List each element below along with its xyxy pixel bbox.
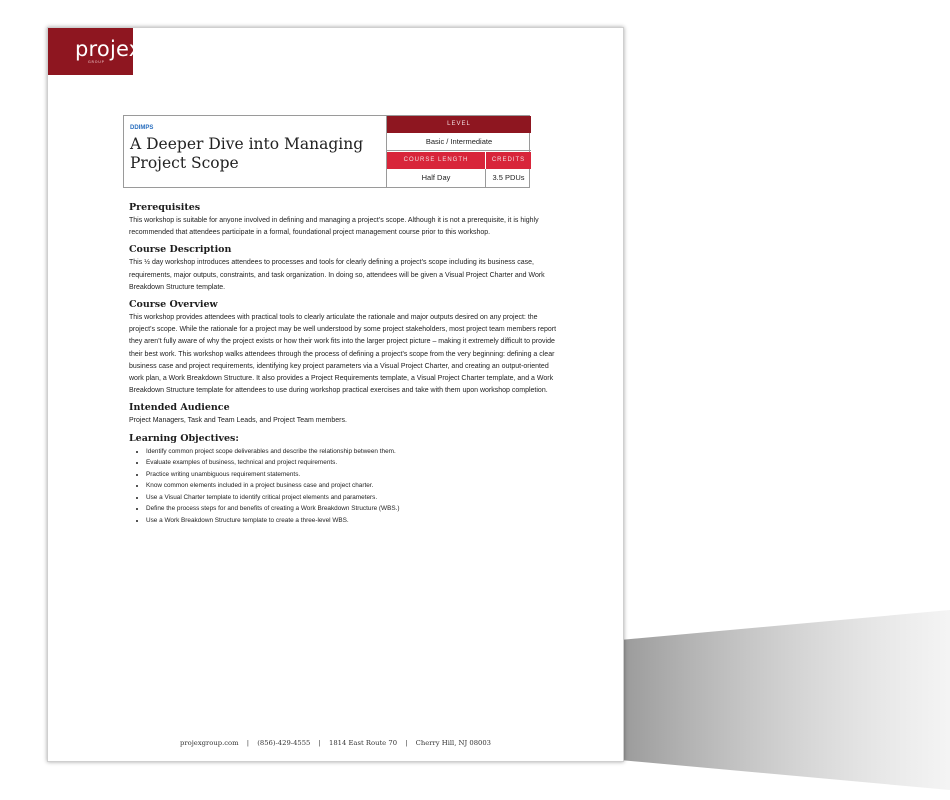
footer-website: projexgroup.com xyxy=(180,739,239,747)
description-heading: Course Description xyxy=(129,244,232,256)
overview-heading: Course Overview xyxy=(129,299,218,311)
page-footer xyxy=(48,739,623,747)
objectives-list xyxy=(129,446,559,527)
logo-subtext: GROUP xyxy=(88,60,105,64)
course-header xyxy=(123,115,530,188)
level-label: LEVEL xyxy=(387,116,531,133)
document-page xyxy=(47,27,624,762)
description-text: This ½ day workshop introduces attendees to processes and tools for clearly defining a project’s scope including its business case, requirements, major outputs, constraints, and task organization. In doing so, attendees will be given a Visual Project Charter and Work Breakdown Structure template. xyxy=(129,259,545,291)
footer-address: 1814 East Route 70 xyxy=(329,739,398,747)
overview-text: This workshop provides attendees with practical tools to clearly articulate the rationale and major outputs desired on any project: the project’s scope. While the rationale for a project may be well understood by some project stakeholders, most project team members report they aren’t fully aware of why the project exists or how their work fits into the larger project picture – making it extremely difficult to provide their best work. This workshop walks attendees through the process of defining a project’s scope from the very beginning: defining a clear business case and project requirements, identifying key project parameters via a Visual Project Charter, and creating an output-oriented work plan, a Work Breakdown Structure. It also provides a Project Requirements template, a Visual Project Charter template, and a Work Breakdown Structure template for attendees to use during workshop practical exercises and take with them upon workshop completion. xyxy=(129,314,557,395)
footer-phone: (856)-429-4555 xyxy=(257,739,311,747)
course-length-value: Half Day xyxy=(421,173,451,182)
objectives-heading: Learning Objectives: xyxy=(129,432,239,444)
logo-text: projex xyxy=(75,37,142,61)
objective-item: • Evaluate examples of business, technical and project requirements. xyxy=(146,457,559,469)
credits-value: 3.5 PDUs xyxy=(485,169,531,187)
length-credits-header xyxy=(387,152,531,169)
footer-separator: | xyxy=(246,739,250,747)
prerequisites-text: This workshop is suitable for anyone involved in defining and managing a project’s scope. Although it is not a prerequisite, it is highly recommended that attendees participate in a formal, foundational project management course prior to this workshop. xyxy=(129,217,539,237)
credits-label: CREDITS xyxy=(485,152,531,169)
course-info-table xyxy=(386,116,531,188)
footer-city: Cherry Hill, NJ 08003 xyxy=(415,739,491,747)
footer-separator: | xyxy=(318,739,321,747)
objective-item: • Define the process steps for and benefits of creating a Work Breakdown Structure (WBS.) xyxy=(146,503,559,515)
length-credits-values xyxy=(387,169,531,187)
objective-item: • Use a Visual Charter template to identify critical project elements and parameters. xyxy=(146,492,559,504)
course-title: A Deeper Dive into Managing Project Scope xyxy=(130,135,364,172)
course-length-label: COURSE LENGTH xyxy=(403,157,469,163)
level-value: Basic / Intermediate xyxy=(387,133,531,151)
objective-item: • Identify common project scope deliverables and describe the relationship between them. xyxy=(146,446,559,458)
course-code: DDIMPS xyxy=(130,125,154,131)
audience-text: Project Managers, Task and Team Leads, and Project Team members. xyxy=(129,417,347,425)
course-content xyxy=(129,202,559,526)
projex-logo xyxy=(48,28,142,75)
objective-item: • Practice writing unambiguous requirement statements. xyxy=(146,469,559,481)
objective-item: • Use a Work Breakdown Structure template to create a three-level WBS. xyxy=(146,515,559,527)
footer-separator: | xyxy=(405,739,408,747)
objective-item: • Know common elements included in a project business case and project charter. xyxy=(146,480,559,492)
prerequisites-heading: Prerequisites xyxy=(129,202,201,213)
audience-heading: Intended Audience xyxy=(129,402,230,414)
